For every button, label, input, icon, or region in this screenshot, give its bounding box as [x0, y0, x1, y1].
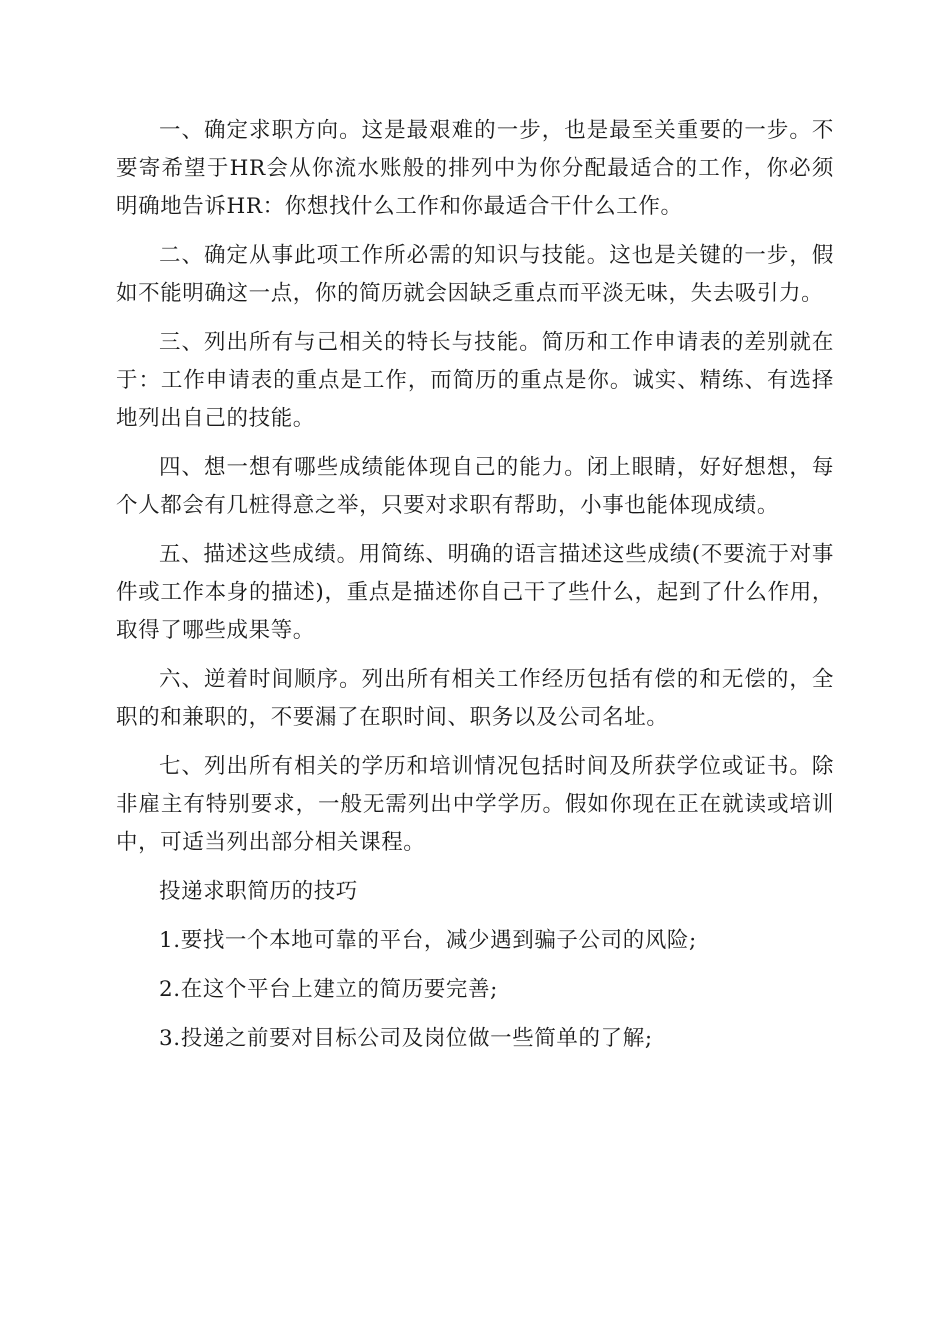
paragraph-3: 三、列出所有与己相关的特长与技能。简历和工作申请表的差别就在于：工作申请表的重点是工作，而简历的重点是你。诚实、精练、有选择地列出自己的技能。 [116, 330, 834, 431]
paragraph-6: 六、逆着时间顺序。列出所有相关工作经历包括有偿的和无偿的，全职的和兼职的，不要漏了在职时间、职务以及公司名址。 [116, 667, 834, 730]
paragraph-4: 四、想一想有哪些成绩能体现自己的能力。闭上眼睛，好好想想，每个人都会有几桩得意之举，只要对求职有帮助，小事也能体现成绩。 [116, 455, 834, 518]
tip-item-3: 3.投递之前要对目标公司及岗位做一些简单的了解; [159, 1026, 653, 1051]
document-body [116, 112, 834, 1069]
paragraph-2: 二、确定从事此项工作所必需的知识与技能。这也是关键的一步，假如不能明确这一点，你的简历就会因缺乏重点而平淡无味，失去吸引力。 [116, 243, 834, 306]
tip-item-1: 1.要找一个本地可靠的平台，减少遇到骗子公司的风险; [159, 928, 697, 953]
section-heading: 投递求职简历的技巧 [159, 879, 358, 904]
tip-item-2: 2.在这个平台上建立的简历要完善; [159, 977, 498, 1002]
paragraph-7: 七、列出所有相关的学历和培训情况包括时间及所获学位或证书。除非雇主有特别要求，一般无需列出中学学历。假如你现在正在就读或培训中，可适当列出部分相关课程。 [116, 754, 834, 855]
paragraph-1: 一、确定求职方向。这是最艰难的一步，也是最至关重要的一步。不要寄希望于HR会从你流水账般的排列中为你分配最适合的工作，你必须明确地告诉HR：你想找什么工作和你最适合干什么工作。 [116, 118, 834, 219]
paragraph-5: 五、描述这些成绩。用简练、明确的语言描述这些成绩(不要流于对事件或工作本身的描述)，重点是描述你自己干了些什么，起到了什么作用，取得了哪些成果等。 [116, 542, 834, 643]
